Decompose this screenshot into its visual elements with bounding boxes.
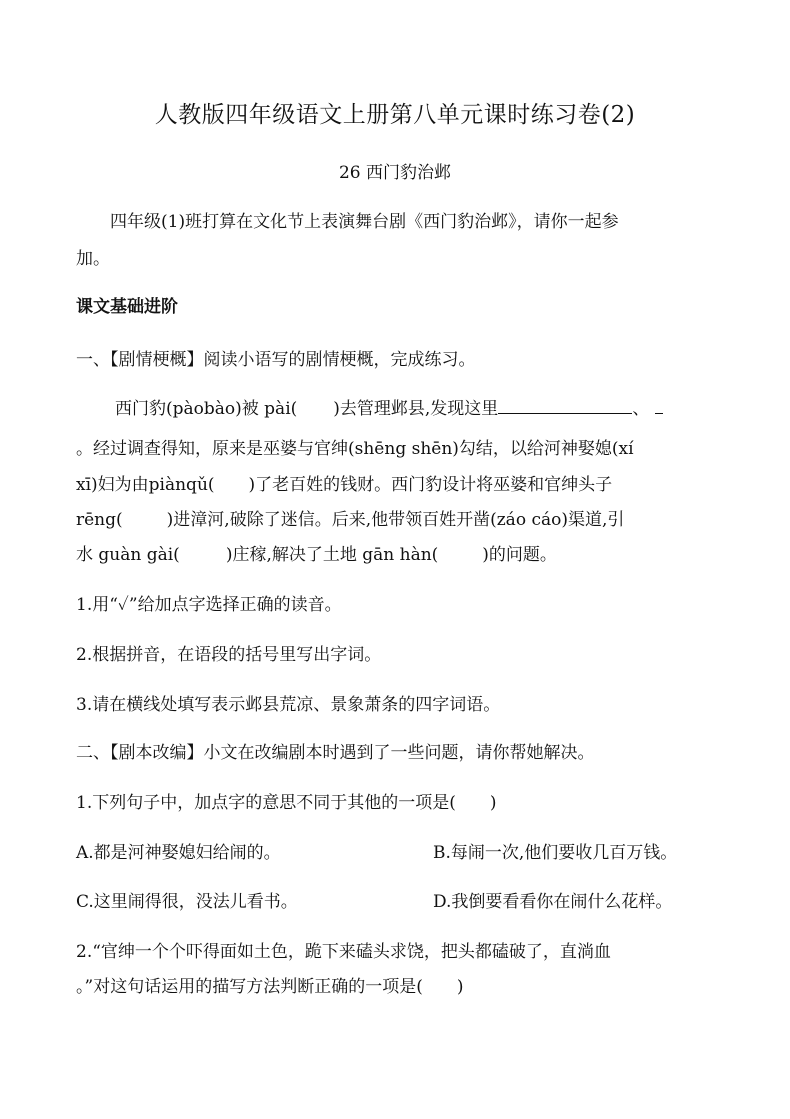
paragraph-text: xī)妇为由piànqǔ(: [76, 475, 215, 495]
paragraph-text: )进漳河,破除了迷信。后来,他带领百姓开凿(záo cáo)渠道,引: [166, 510, 625, 530]
paragraph-line-5: [76, 540, 557, 565]
paragraph-line-1: [115, 394, 663, 419]
paragraph-text: 水 guàn gài(: [76, 545, 180, 565]
paragraph-text: )庄稼,解决了土地 gān hàn(: [225, 545, 439, 565]
document-title: 人教版四年级语文上册第八单元课时练习卷(2): [154, 102, 636, 128]
paragraph-text: )去管理邺县,发现这里: [333, 399, 499, 419]
lesson-title: 26 西门豹治邺: [338, 163, 452, 183]
paragraph-text: )了老百姓的钱财。西门豹设计将巫婆和官绅头子: [248, 475, 613, 495]
paragraph-text: )的问题。: [482, 545, 557, 565]
question-1-2: 2.根据拼音，在语段的括号里写出字词。: [76, 645, 382, 665]
intro-line-2: 加。: [76, 249, 110, 269]
paragraph-line-2: 。经过调查得知，原来是巫婆与官绅(shēng shēn)勾结，以给河神娶媳(xí: [76, 439, 634, 459]
question-1-1: 1.用“✓”给加点字选择正确的读音。: [76, 595, 342, 615]
fill-blank-line[interactable]: [498, 399, 632, 414]
paragraph-line-4: [76, 505, 624, 530]
option-a[interactable]: A.都是河神娶媳妇给闹的。: [76, 843, 281, 863]
option-b[interactable]: B.每闹一次,他们要收几百万钱。: [433, 843, 678, 863]
paragraph-line-3: [76, 470, 612, 495]
question-2-1: 1.下列句子中，加点字的意思不同于其他的一项是( ): [76, 793, 497, 813]
question-1-3: 3.请在横线处填写表示邺县荒凉、景象萧条的四字词语。: [76, 695, 501, 715]
question-2-2-line-2: 。”对这句话运用的描写方法判断正确的一项是( ): [76, 977, 464, 997]
paragraph-text: rēng(: [76, 510, 123, 530]
intro-line-1: 四年级(1)班打算在文化节上表演舞台剧《西门豹治邺》，请你一起参: [110, 212, 619, 232]
option-d[interactable]: D.我倒要看看你在闹什么花样。: [433, 892, 673, 912]
paragraph-text: 、: [632, 399, 650, 419]
question-2-2-line-1: 2.“官绅一个个吓得面如土色，跪下来磕头求饶，把头都磕破了，直淌血: [76, 942, 611, 962]
option-c[interactable]: C.这里闹得很，没法儿看书。: [76, 892, 298, 912]
paragraph-text: 西门豹(pàobào)被 pài(: [115, 399, 298, 419]
part1-heading: 一、【剧情梗概】阅读小语写的剧情梗概，完成练习。: [76, 350, 476, 370]
fill-blank-line[interactable]: [655, 399, 663, 414]
section-heading-basic: 课文基础进阶: [76, 297, 178, 317]
part2-heading: 二、【剧本改编】小文在改编剧本时遇到了一些问题，请你帮她解决。: [76, 743, 595, 763]
